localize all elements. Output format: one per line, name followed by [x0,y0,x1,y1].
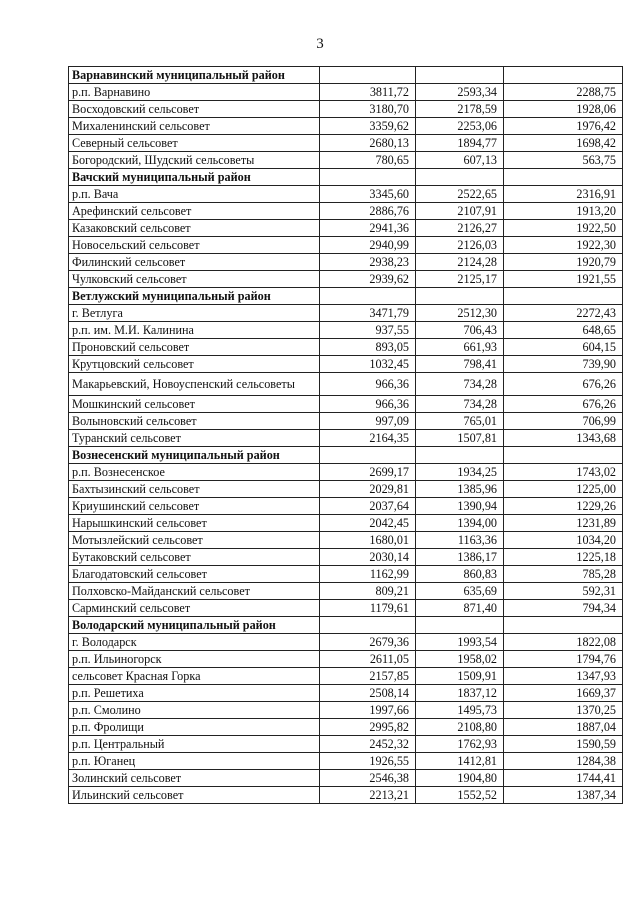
value-3-cell: 794,34 [504,600,623,617]
table-row [69,254,623,271]
district-header-row [69,169,623,186]
settlement-name-cell: г. Ветлуга [69,305,320,322]
table-row [69,305,623,322]
value-1-cell: 2941,36 [320,220,416,237]
table-row [69,600,623,617]
value-2-cell: 2107,91 [416,203,504,220]
table-row [69,702,623,719]
value-3-cell: 1922,50 [504,220,623,237]
settlement-name-cell: Новосельский сельсовет [69,237,320,254]
value-3-cell: 1698,42 [504,135,623,152]
value-3-cell: 1922,30 [504,237,623,254]
value-3-cell: 1590,59 [504,736,623,753]
table-row [69,84,623,101]
value-1-cell: 997,09 [320,413,416,430]
table-row [69,135,623,152]
value-2-cell: 1386,17 [416,549,504,566]
value-1-cell: 3471,79 [320,305,416,322]
settlement-name-cell: Ильинский сельсовет [69,787,320,804]
table-row [69,668,623,685]
value-2-cell: 871,40 [416,600,504,617]
value-3-cell [504,617,623,634]
value-2-cell [416,447,504,464]
settlement-name-cell: р.п. Ильиногорск [69,651,320,668]
value-3-cell [504,67,623,84]
table-row [69,515,623,532]
value-2-cell: 734,28 [416,373,504,396]
value-3-cell: 1913,20 [504,203,623,220]
value-2-cell [416,169,504,186]
value-3-cell: 1887,04 [504,719,623,736]
value-1-cell: 2452,32 [320,736,416,753]
settlement-name-cell: Сарминский сельсовет [69,600,320,617]
settlement-name-cell: Благодатовский сельсовет [69,566,320,583]
value-1-cell: 2886,76 [320,203,416,220]
value-3-cell: 648,65 [504,322,623,339]
value-2-cell: 2108,80 [416,719,504,736]
value-3-cell: 1284,38 [504,753,623,770]
table-row [69,220,623,237]
value-1-cell: 3345,60 [320,186,416,203]
settlement-name-cell: Арефинский сельсовет [69,203,320,220]
value-3-cell [504,447,623,464]
settlement-name-cell: Макарьевский, Новоуспенский сельсоветы [69,373,320,396]
value-3-cell: 1928,06 [504,101,623,118]
value-1-cell: 2042,45 [320,515,416,532]
value-3-cell: 1347,93 [504,668,623,685]
district-header-row [69,447,623,464]
value-2-cell: 2124,28 [416,254,504,271]
district-name-cell: Володарский муниципальный район [69,617,320,634]
table-row [69,237,623,254]
value-1-cell: 2995,82 [320,719,416,736]
value-1-cell: 2213,21 [320,787,416,804]
table-row [69,498,623,515]
settlement-name-cell: Северный сельсовет [69,135,320,152]
value-3-cell: 592,31 [504,583,623,600]
value-1-cell: 1162,99 [320,566,416,583]
settlement-name-cell: Туранский сельсовет [69,430,320,447]
value-3-cell: 1034,20 [504,532,623,549]
value-2-cell: 661,93 [416,339,504,356]
settlement-name-cell: Михаленинский сельсовет [69,118,320,135]
district-name-cell: Вознесенский муниципальный район [69,447,320,464]
table-row [69,339,623,356]
value-1-cell: 3811,72 [320,84,416,101]
value-2-cell: 1958,02 [416,651,504,668]
value-1-cell: 2164,35 [320,430,416,447]
value-1-cell: 937,55 [320,322,416,339]
value-3-cell: 1343,68 [504,430,623,447]
settlement-name-cell: р.п. им. М.И. Калинина [69,322,320,339]
value-2-cell: 2593,34 [416,84,504,101]
settlement-name-cell: г. Володарск [69,634,320,651]
value-3-cell: 676,26 [504,373,623,396]
value-3-cell: 1744,41 [504,770,623,787]
table-row [69,651,623,668]
value-2-cell: 1837,12 [416,685,504,702]
value-3-cell: 1921,55 [504,271,623,288]
settlement-name-cell: Казаковский сельсовет [69,220,320,237]
district-header-row [69,617,623,634]
settlement-name-cell: Волыновский сельсовет [69,413,320,430]
value-2-cell [416,617,504,634]
value-1-cell: 1032,45 [320,356,416,373]
settlement-name-cell: Филинский сельсовет [69,254,320,271]
value-3-cell: 1669,37 [504,685,623,702]
table-row [69,685,623,702]
value-2-cell: 2125,17 [416,271,504,288]
value-2-cell: 1762,93 [416,736,504,753]
value-1-cell: 1179,61 [320,600,416,617]
data-table [68,66,623,804]
page-number: 3 [316,36,324,52]
value-1-cell: 809,21 [320,583,416,600]
table-row [69,271,623,288]
table-row [69,481,623,498]
value-2-cell: 2512,30 [416,305,504,322]
value-3-cell: 1976,42 [504,118,623,135]
value-3-cell [504,288,623,305]
table-row [69,186,623,203]
value-1-cell: 2611,05 [320,651,416,668]
value-1-cell: 2157,85 [320,668,416,685]
settlement-name-cell: Криушинский сельсовет [69,498,320,515]
value-3-cell: 2272,43 [504,305,623,322]
table-row [69,549,623,566]
value-1-cell [320,169,416,186]
settlement-name-cell: р.п. Фролищи [69,719,320,736]
value-2-cell [416,288,504,305]
settlement-name-cell: р.п. Центральный [69,736,320,753]
value-2-cell: 2522,65 [416,186,504,203]
settlement-name-cell: Золинский сельсовет [69,770,320,787]
value-3-cell: 1231,89 [504,515,623,532]
value-1-cell: 1680,01 [320,532,416,549]
value-3-cell: 1822,08 [504,634,623,651]
value-1-cell: 2680,13 [320,135,416,152]
value-1-cell: 2029,81 [320,481,416,498]
table-row [69,736,623,753]
table-row [69,396,623,413]
table-row [69,464,623,481]
settlement-name-cell: р.п. Юганец [69,753,320,770]
value-2-cell: 734,28 [416,396,504,413]
table-row [69,787,623,804]
value-3-cell: 1920,79 [504,254,623,271]
value-3-cell: 1225,18 [504,549,623,566]
table-row [69,152,623,169]
table-row [69,770,623,787]
value-1-cell: 2938,23 [320,254,416,271]
settlement-name-cell: сельсовет Красная Горка [69,668,320,685]
table-row [69,532,623,549]
district-name-cell: Ветлужский муниципальный район [69,288,320,305]
value-2-cell: 1495,73 [416,702,504,719]
value-3-cell: 676,26 [504,396,623,413]
settlement-name-cell: Полховско-Майданский сельсовет [69,583,320,600]
value-2-cell: 2253,06 [416,118,504,135]
value-3-cell: 739,90 [504,356,623,373]
value-1-cell: 966,36 [320,373,416,396]
district-header-row [69,288,623,305]
table-row [69,373,623,396]
value-1-cell [320,617,416,634]
value-2-cell: 1552,52 [416,787,504,804]
settlement-name-cell: р.п. Смолино [69,702,320,719]
settlement-name-cell: р.п. Вознесенское [69,464,320,481]
value-2-cell: 765,01 [416,413,504,430]
value-1-cell [320,67,416,84]
table-row [69,101,623,118]
district-header-row [69,67,623,84]
table-row [69,356,623,373]
value-1-cell: 3359,62 [320,118,416,135]
value-1-cell: 2699,17 [320,464,416,481]
value-1-cell: 2030,14 [320,549,416,566]
table-row [69,118,623,135]
district-name-cell: Варнавинский муниципальный район [69,67,320,84]
value-3-cell: 1794,76 [504,651,623,668]
table-row [69,430,623,447]
settlement-name-cell: Бахтызинский сельсовет [69,481,320,498]
settlement-name-cell: р.п. Вача [69,186,320,203]
value-2-cell: 1934,25 [416,464,504,481]
value-1-cell [320,288,416,305]
value-1-cell [320,447,416,464]
settlement-name-cell: Крутцовский сельсовет [69,356,320,373]
settlement-name-cell: Мотызлейский сельсовет [69,532,320,549]
value-1-cell: 2546,38 [320,770,416,787]
value-2-cell: 2126,27 [416,220,504,237]
value-1-cell: 2679,36 [320,634,416,651]
value-1-cell: 2037,64 [320,498,416,515]
settlement-name-cell: Восходовский сельсовет [69,101,320,118]
table-row [69,719,623,736]
value-1-cell: 3180,70 [320,101,416,118]
value-2-cell: 1390,94 [416,498,504,515]
value-1-cell: 2940,99 [320,237,416,254]
value-3-cell: 1229,26 [504,498,623,515]
value-3-cell: 2316,91 [504,186,623,203]
district-name-cell: Вачский муниципальный район [69,169,320,186]
table-row [69,203,623,220]
settlement-name-cell: р.п. Варнавино [69,84,320,101]
settlement-name-cell: Богородский, Шудский сельсоветы [69,152,320,169]
value-1-cell: 893,05 [320,339,416,356]
value-3-cell: 1387,34 [504,787,623,804]
value-2-cell: 1412,81 [416,753,504,770]
value-1-cell: 1926,55 [320,753,416,770]
value-2-cell: 2178,59 [416,101,504,118]
value-2-cell: 635,69 [416,583,504,600]
value-3-cell: 706,99 [504,413,623,430]
value-2-cell: 860,83 [416,566,504,583]
value-2-cell: 1163,36 [416,532,504,549]
settlement-name-cell: Проновский сельсовет [69,339,320,356]
value-2-cell: 798,41 [416,356,504,373]
settlement-name-cell: Нарышкинский сельсовет [69,515,320,532]
table-row [69,634,623,651]
value-1-cell: 2939,62 [320,271,416,288]
table-row [69,583,623,600]
table-body [69,67,623,804]
value-1-cell: 966,36 [320,396,416,413]
settlement-name-cell: Мошкинский сельсовет [69,396,320,413]
value-2-cell [416,67,504,84]
table-row [69,413,623,430]
value-1-cell: 2508,14 [320,685,416,702]
settlement-name-cell: Чулковский сельсовет [69,271,320,288]
value-3-cell: 785,28 [504,566,623,583]
value-3-cell: 604,15 [504,339,623,356]
value-2-cell: 1507,81 [416,430,504,447]
table-row [69,322,623,339]
value-2-cell: 706,43 [416,322,504,339]
value-2-cell: 1385,96 [416,481,504,498]
value-2-cell: 1509,91 [416,668,504,685]
value-2-cell: 1894,77 [416,135,504,152]
value-1-cell: 1997,66 [320,702,416,719]
value-2-cell: 2126,03 [416,237,504,254]
value-3-cell: 1743,02 [504,464,623,481]
value-2-cell: 1904,80 [416,770,504,787]
value-2-cell: 1394,00 [416,515,504,532]
value-1-cell: 780,65 [320,152,416,169]
settlement-name-cell: Бутаковский сельсовет [69,549,320,566]
value-2-cell: 1993,54 [416,634,504,651]
table-row [69,753,623,770]
value-3-cell: 1225,00 [504,481,623,498]
value-3-cell [504,169,623,186]
table-row [69,566,623,583]
value-3-cell: 563,75 [504,152,623,169]
value-3-cell: 2288,75 [504,84,623,101]
settlement-name-cell: р.п. Решетиха [69,685,320,702]
value-2-cell: 607,13 [416,152,504,169]
value-3-cell: 1370,25 [504,702,623,719]
